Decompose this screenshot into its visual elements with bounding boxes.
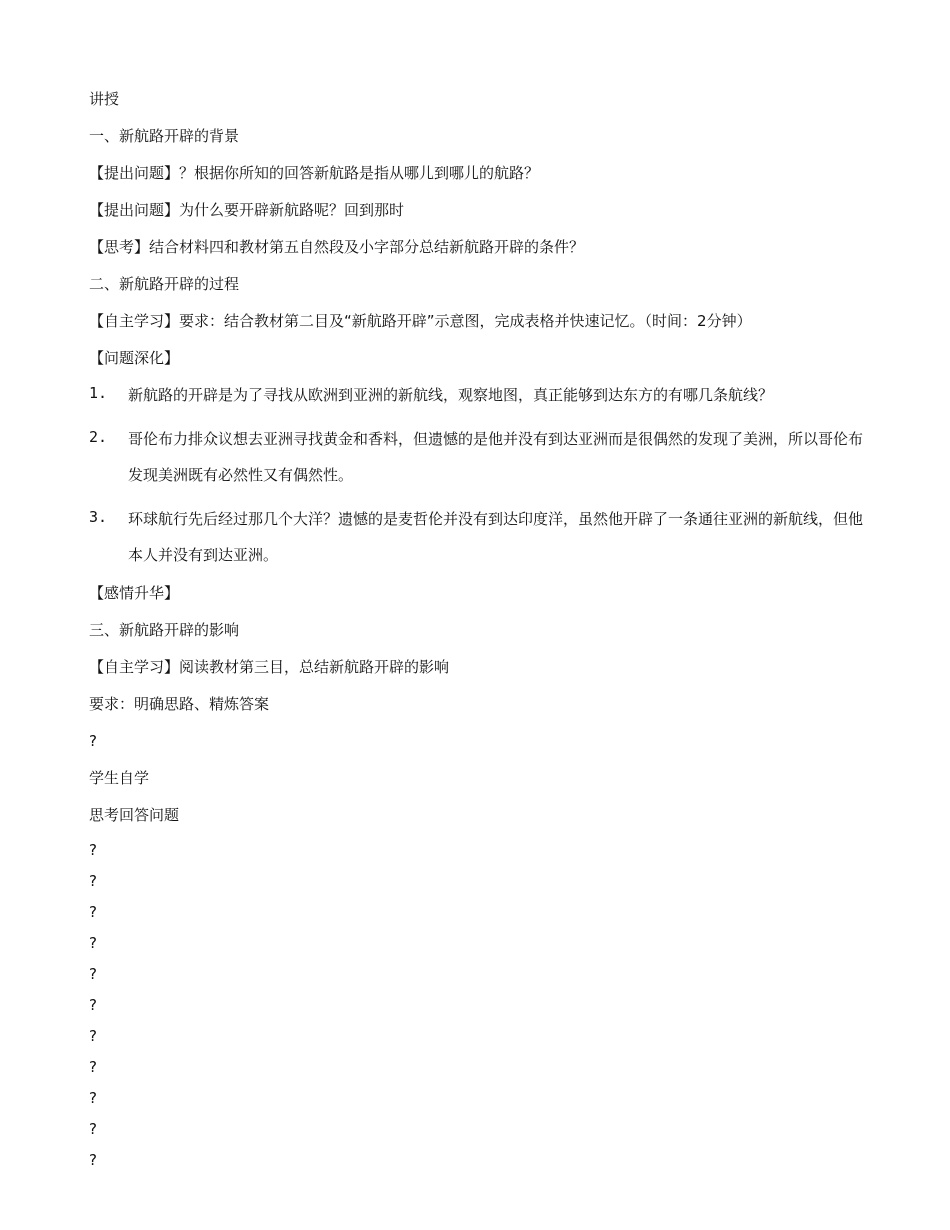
list-item	[89, 508, 864, 573]
requirement-text: 要求：明确思路、精炼答案	[89, 695, 270, 713]
self-study-2: 【自主学习】阅读教材第三目，总结新航路开辟的影响	[89, 658, 450, 676]
think-answer: 思考回答问题	[89, 806, 180, 824]
question-mark: ?	[89, 841, 97, 859]
thinking-prompt: 【思考】结合材料四和教材第五自然段及小字部分总结新航路开辟的条件？	[89, 238, 585, 256]
list-item	[89, 384, 864, 413]
list-number: 1.	[89, 384, 108, 402]
question-mark: ?	[89, 996, 97, 1014]
list-text: 环球航行先后经过那几个大洋？遗憾的是麦哲伦并没有到达印度洋，虽然他开辟了一条通往亚洲的新航线，但他本人并没有到达亚洲。	[128, 510, 864, 564]
list-number: 2.	[89, 428, 108, 446]
heading-impact: 三、新航路开辟的影响	[89, 621, 240, 639]
question-mark: ?	[89, 1120, 97, 1138]
deepen-heading: 【问题深化】	[89, 349, 180, 367]
question-mark: ?	[89, 965, 97, 983]
question-mark: ?	[89, 1089, 97, 1107]
question-mark: ?	[89, 872, 97, 890]
emotion-heading: 【感情升华】	[89, 584, 180, 602]
question-mark: ?	[89, 1058, 97, 1076]
heading-background: 一、新航路开辟的背景	[89, 127, 240, 145]
self-study-1: 【自主学习】要求：结合教材第二目及“新航路开辟”示意图，完成表格并快速记忆。（时间：2分钟）	[89, 312, 752, 330]
question-mark: ?	[89, 732, 97, 750]
question-2: 【提出问题】为什么要开辟新航路呢？回到那时	[89, 201, 405, 219]
question-mark: ?	[89, 934, 97, 952]
question-mark-list	[89, 839, 864, 1171]
list-item	[89, 428, 864, 493]
list-number: 3.	[89, 508, 108, 526]
question-mark: ?	[89, 1027, 97, 1045]
question-1: 【提出问题】？根据你所知的回答新航路是指从哪儿到哪儿的航路？	[89, 164, 540, 182]
question-mark: ?	[89, 903, 97, 921]
heading-process: 二、新航路开辟的过程	[89, 275, 240, 293]
section-label: 讲授	[89, 90, 120, 108]
document-body	[89, 88, 864, 1171]
question-mark: ?	[89, 1151, 97, 1169]
list-text: 哥伦布力排众议想去亚洲寻找黄金和香料，但遗憾的是他并没有到达亚洲而是很偶然的发现了美洲，所以哥伦布发现美洲既有必然性又有偶然性。	[128, 430, 864, 484]
student-self-study: 学生自学	[89, 769, 150, 787]
list-text: 新航路的开辟是为了寻找从欧洲到亚洲的新航线，观察地图，真正能够到达东方的有哪几条航线？	[128, 386, 774, 404]
